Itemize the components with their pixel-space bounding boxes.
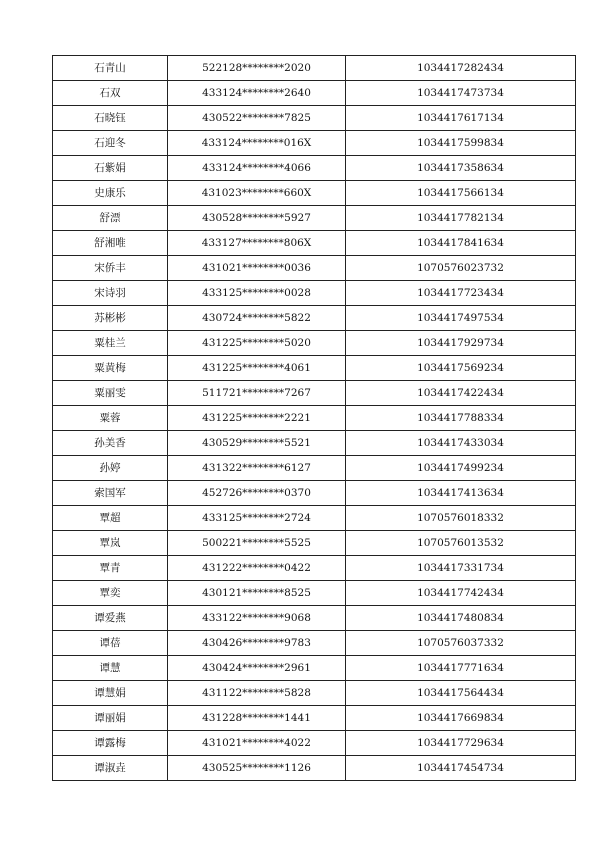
- account-number-cell: 1034417669834: [346, 706, 576, 731]
- name-cell: 谭丽娟: [53, 706, 168, 731]
- account-number-cell: 1034417433034: [346, 431, 576, 456]
- name-cell: 史康乐: [53, 181, 168, 206]
- id-number-cell: 430528********5927: [168, 206, 346, 231]
- table-row: [53, 131, 576, 156]
- records-table: [52, 55, 576, 781]
- table-row: [53, 656, 576, 681]
- table-row: [53, 681, 576, 706]
- id-number-cell: 433124********2640: [168, 81, 346, 106]
- account-number-cell: 1034417566134: [346, 181, 576, 206]
- table-row: [53, 381, 576, 406]
- table-row: [53, 606, 576, 631]
- table-row: [53, 431, 576, 456]
- id-number-cell: 431021********4022: [168, 731, 346, 756]
- id-number-cell: 431122********5828: [168, 681, 346, 706]
- account-number-cell: 1070576013532: [346, 531, 576, 556]
- account-number-cell: 1034417841634: [346, 231, 576, 256]
- account-number-cell: 1070576023732: [346, 256, 576, 281]
- table-row: [53, 156, 576, 181]
- name-cell: 粟桂兰: [53, 331, 168, 356]
- name-cell: 谭慧: [53, 656, 168, 681]
- id-number-cell: 430529********5521: [168, 431, 346, 456]
- table-row: [53, 106, 576, 131]
- name-cell: 舒湘唯: [53, 231, 168, 256]
- id-number-cell: 433125********2724: [168, 506, 346, 531]
- account-number-cell: 1034417473734: [346, 81, 576, 106]
- id-number-cell: 430522********7825: [168, 106, 346, 131]
- id-number-cell: 430121********8525: [168, 581, 346, 606]
- table-row: [53, 306, 576, 331]
- id-number-cell: 452726********0370: [168, 481, 346, 506]
- name-cell: 石晓钰: [53, 106, 168, 131]
- table-row: [53, 531, 576, 556]
- account-number-cell: 1034417771634: [346, 656, 576, 681]
- table-row: [53, 331, 576, 356]
- id-number-cell: 431225********4061: [168, 356, 346, 381]
- account-number-cell: 1034417358634: [346, 156, 576, 181]
- id-number-cell: 431228********1441: [168, 706, 346, 731]
- table-row: [53, 281, 576, 306]
- id-number-cell: 431222********0422: [168, 556, 346, 581]
- name-cell: 谭露梅: [53, 731, 168, 756]
- name-cell: 石青山: [53, 56, 168, 81]
- table-row: [53, 506, 576, 531]
- id-number-cell: 431021********0036: [168, 256, 346, 281]
- id-number-cell: 431023********660X: [168, 181, 346, 206]
- table-row: [53, 356, 576, 381]
- account-number-cell: 1034417929734: [346, 331, 576, 356]
- id-number-cell: 433124********016X: [168, 131, 346, 156]
- table-row: [53, 731, 576, 756]
- id-number-cell: 433124********4066: [168, 156, 346, 181]
- records-table-body: [53, 56, 576, 781]
- account-number-cell: 1034417413634: [346, 481, 576, 506]
- name-cell: 谭慧娟: [53, 681, 168, 706]
- account-number-cell: 1034417617134: [346, 106, 576, 131]
- id-number-cell: 522128********2020: [168, 56, 346, 81]
- table-row: [53, 631, 576, 656]
- id-number-cell: 511721********7267: [168, 381, 346, 406]
- name-cell: 孙美香: [53, 431, 168, 456]
- name-cell: 覃青: [53, 556, 168, 581]
- account-number-cell: 1034417564434: [346, 681, 576, 706]
- id-number-cell: 430426********9783: [168, 631, 346, 656]
- name-cell: 宋侨丰: [53, 256, 168, 281]
- account-number-cell: 1070576037332: [346, 631, 576, 656]
- account-number-cell: 1034417569234: [346, 356, 576, 381]
- table-row: [53, 206, 576, 231]
- table-row: [53, 481, 576, 506]
- id-number-cell: 431225********5020: [168, 331, 346, 356]
- id-number-cell: 431225********2221: [168, 406, 346, 431]
- spreadsheet-page: [52, 55, 572, 781]
- name-cell: 石双: [53, 81, 168, 106]
- account-number-cell: 1034417480834: [346, 606, 576, 631]
- table-row: [53, 756, 576, 781]
- name-cell: 覃超: [53, 506, 168, 531]
- table-row: [53, 706, 576, 731]
- table-row: [53, 231, 576, 256]
- account-number-cell: 1034417782134: [346, 206, 576, 231]
- account-number-cell: 1034417742434: [346, 581, 576, 606]
- table-row: [53, 456, 576, 481]
- table-row: [53, 556, 576, 581]
- table-row: [53, 581, 576, 606]
- account-number-cell: 1034417788334: [346, 406, 576, 431]
- id-number-cell: 430724********5822: [168, 306, 346, 331]
- account-number-cell: 1034417499234: [346, 456, 576, 481]
- name-cell: 粟丽雯: [53, 381, 168, 406]
- name-cell: 覃奕: [53, 581, 168, 606]
- name-cell: 孙婷: [53, 456, 168, 481]
- table-row: [53, 406, 576, 431]
- name-cell: 谭淑垚: [53, 756, 168, 781]
- table-row: [53, 256, 576, 281]
- name-cell: 苏彬彬: [53, 306, 168, 331]
- id-number-cell: 433125********0028: [168, 281, 346, 306]
- name-cell: 舒漂: [53, 206, 168, 231]
- name-cell: 粟蓉: [53, 406, 168, 431]
- account-number-cell: 1034417599834: [346, 131, 576, 156]
- account-number-cell: 1034417282434: [346, 56, 576, 81]
- account-number-cell: 1034417454734: [346, 756, 576, 781]
- id-number-cell: 430424********2961: [168, 656, 346, 681]
- table-row: [53, 56, 576, 81]
- name-cell: 谭爱燕: [53, 606, 168, 631]
- name-cell: 谭蓓: [53, 631, 168, 656]
- id-number-cell: 433127********806X: [168, 231, 346, 256]
- table-row: [53, 181, 576, 206]
- table-row: [53, 81, 576, 106]
- id-number-cell: 430525********1126: [168, 756, 346, 781]
- name-cell: 覃岚: [53, 531, 168, 556]
- account-number-cell: 1034417497534: [346, 306, 576, 331]
- name-cell: 粟黄梅: [53, 356, 168, 381]
- id-number-cell: 433122********9068: [168, 606, 346, 631]
- name-cell: 宋诗羽: [53, 281, 168, 306]
- account-number-cell: 1034417422434: [346, 381, 576, 406]
- id-number-cell: 431322********6127: [168, 456, 346, 481]
- account-number-cell: 1070576018332: [346, 506, 576, 531]
- name-cell: 石紫娟: [53, 156, 168, 181]
- name-cell: 石迎冬: [53, 131, 168, 156]
- id-number-cell: 500221********5525: [168, 531, 346, 556]
- account-number-cell: 1034417729634: [346, 731, 576, 756]
- name-cell: 索国军: [53, 481, 168, 506]
- account-number-cell: 1034417331734: [346, 556, 576, 581]
- account-number-cell: 1034417723434: [346, 281, 576, 306]
